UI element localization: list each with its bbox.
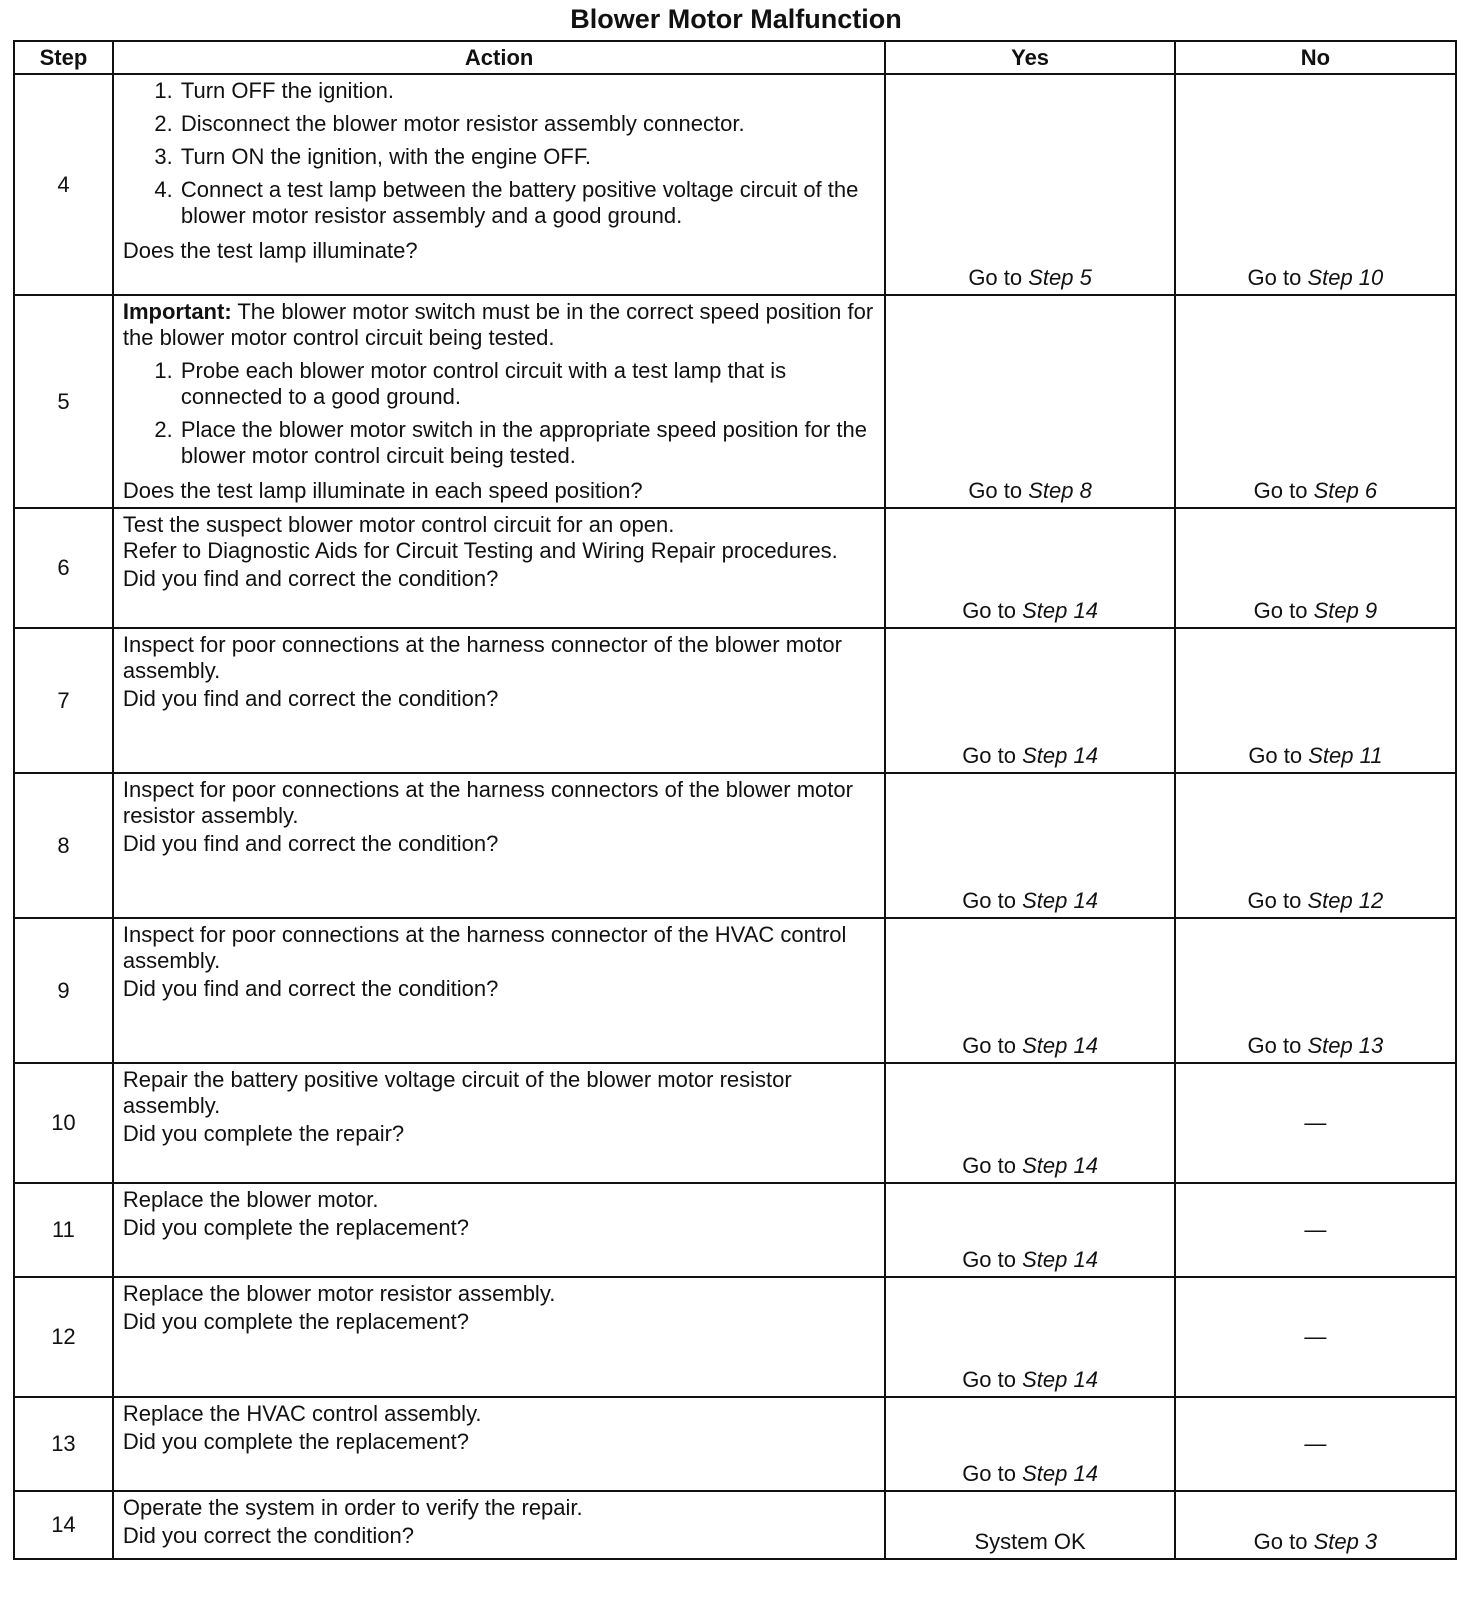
table-row	[14, 1277, 1456, 1397]
action-cell	[113, 74, 886, 295]
no-cell	[1175, 773, 1456, 918]
yes-cell	[885, 1063, 1174, 1183]
goto-text: Go to	[1253, 478, 1308, 503]
goto-step-link: Step 14	[1022, 888, 1098, 913]
header-yes: Yes	[885, 41, 1174, 74]
action-cell	[113, 773, 886, 918]
header-no: No	[1175, 41, 1456, 74]
goto-text: Go to	[962, 888, 1016, 913]
goto-text: Go to	[1253, 1529, 1308, 1554]
action-cell	[113, 1491, 886, 1559]
table-row	[14, 1397, 1456, 1491]
action-text: Inspect for poor connections at the harness connectors of the blower motor resistor assembly.	[122, 777, 853, 828]
goto-text: Go to	[962, 743, 1016, 768]
action-text: Inspect for poor connections at the harness connector of the HVAC control assembly.	[122, 922, 847, 973]
step-number: 7	[14, 628, 113, 773]
yes-cell	[885, 628, 1174, 773]
list-item: 1. Probe each blower motor control circuit with a test lamp that is connected to a good ground.	[179, 358, 877, 410]
action-text: Test the suspect blower motor control circuit for an open.	[122, 512, 675, 537]
goto-text: Go to	[1247, 265, 1302, 290]
action-text: Inspect for poor connections at the harness connector of the blower motor assembly.	[122, 632, 842, 683]
yes-cell	[885, 508, 1174, 628]
action-cell	[113, 1063, 886, 1183]
action-question: Did you complete the replacement?	[122, 1429, 469, 1454]
action-cell	[113, 508, 886, 628]
list-item: 1. Turn OFF the ignition.	[179, 78, 877, 104]
action-cell	[113, 628, 886, 773]
action-text: Replace the blower motor resistor assembly.	[122, 1281, 556, 1306]
no-cell	[1175, 1491, 1456, 1559]
table-row	[14, 628, 1456, 773]
goto-text: Go to	[962, 1367, 1016, 1392]
goto-step-link: Step 14	[1022, 1033, 1098, 1058]
table-row	[14, 508, 1456, 628]
table-row	[14, 1063, 1456, 1183]
yes-cell	[885, 773, 1174, 918]
list-item: 2. Disconnect the blower motor resistor assembly connector.	[179, 111, 877, 137]
goto-step-link: Step 3	[1313, 1529, 1378, 1554]
yes-cell	[885, 295, 1174, 508]
goto-step-link: Step 14	[1022, 743, 1098, 768]
table-row	[14, 74, 1456, 295]
table-row	[14, 1491, 1456, 1559]
table-row	[14, 1183, 1456, 1277]
list-item: 3. Turn ON the ignition, with the engine OFF.	[179, 144, 877, 170]
no-cell: —	[1175, 1277, 1456, 1397]
action-text: Replace the blower motor.	[122, 1187, 379, 1212]
step-number: 10	[14, 1063, 113, 1183]
action-text: Replace the HVAC control assembly.	[122, 1401, 482, 1426]
important-label: Important:	[122, 299, 232, 324]
action-question: Does the test lamp illuminate in each speed position?	[122, 478, 643, 503]
goto-step-link: Step 14	[1022, 1153, 1098, 1178]
action-cell	[113, 1183, 886, 1277]
action-question: Did you complete the replacement?	[122, 1215, 469, 1240]
step-number: 12	[14, 1277, 113, 1397]
action-text: Repair the battery positive voltage circuit of the blower motor resistor assembly.	[122, 1067, 792, 1118]
goto-text: Go to	[1253, 598, 1308, 623]
step-number: 11	[14, 1183, 113, 1277]
goto-text: Go to	[968, 478, 1023, 503]
yes-cell	[885, 1183, 1174, 1277]
goto-step-link: Step 10	[1307, 265, 1384, 290]
no-cell: —	[1175, 1063, 1456, 1183]
important-note	[123, 299, 877, 351]
yes-cell	[885, 74, 1174, 295]
important-text: The blower motor switch must be in the correct speed position for the blower motor control circuit being tested.	[122, 299, 874, 350]
yes-cell	[885, 1397, 1174, 1491]
step-number: 9	[14, 918, 113, 1063]
page-title: Blower Motor Malfunction	[570, 4, 902, 34]
goto-step-link: Step 14	[1022, 1367, 1098, 1392]
step-number: 8	[14, 773, 113, 918]
action-cell	[113, 918, 886, 1063]
goto-step-link: Step 14	[1022, 598, 1098, 623]
action-list	[123, 78, 877, 229]
action-question: Did you find and correct the condition?	[122, 831, 499, 856]
goto-step-link: Step 12	[1307, 888, 1384, 913]
goto-step-link: Step 6	[1313, 478, 1378, 503]
no-cell	[1175, 295, 1456, 508]
step-number: 6	[14, 508, 113, 628]
no-cell: —	[1175, 1183, 1456, 1277]
no-cell: —	[1175, 1397, 1456, 1491]
action-question: Did you find and correct the condition?	[122, 976, 499, 1001]
table-header-row	[14, 41, 1456, 74]
action-question: Did you find and correct the condition?	[122, 686, 499, 711]
goto-text: Go to	[962, 1247, 1016, 1272]
goto-step-link: Step 14	[1022, 1247, 1098, 1272]
action-question: Does the test lamp illuminate?	[122, 238, 418, 263]
list-item: 4. Connect a test lamp between the battery positive voltage circuit of the blower motor resistor assembly and a good ground.	[179, 177, 877, 229]
yes-cell	[885, 918, 1174, 1063]
no-cell	[1175, 918, 1456, 1063]
diagnostic-table	[13, 40, 1457, 1560]
goto-text: Go to	[1247, 1033, 1302, 1058]
table-row	[14, 295, 1456, 508]
goto-step-link: Step 5	[1028, 265, 1092, 290]
goto-step-link: Step 13	[1307, 1033, 1384, 1058]
yes-cell: System OK	[885, 1491, 1174, 1559]
action-list	[123, 358, 877, 469]
no-cell	[1175, 628, 1456, 773]
header-step: Step	[14, 41, 113, 74]
action-cell	[113, 1397, 886, 1491]
goto-text: Go to	[962, 1153, 1016, 1178]
goto-step-link: Step 9	[1313, 598, 1378, 623]
goto-step-link: Step 11	[1308, 743, 1383, 768]
goto-text: Go to	[1247, 888, 1302, 913]
step-number: 5	[14, 295, 113, 508]
action-question: Did you find and correct the condition?	[122, 566, 499, 591]
action-question: Did you complete the replacement?	[122, 1309, 469, 1334]
header-action: Action	[113, 41, 886, 74]
action-text: Operate the system in order to verify the repair.	[122, 1495, 583, 1520]
step-number: 13	[14, 1397, 113, 1491]
action-question: Did you complete the repair?	[122, 1121, 405, 1146]
no-cell	[1175, 74, 1456, 295]
yes-cell	[885, 1277, 1174, 1397]
list-item: 2. Place the blower motor switch in the appropriate speed position for the blower motor control circuit being tested.	[179, 417, 877, 469]
step-number: 14	[14, 1491, 113, 1559]
goto-text: Go to	[962, 598, 1016, 623]
action-text: Refer to Diagnostic Aids for Circuit Testing and Wiring Repair procedures.	[122, 538, 838, 563]
goto-text: Go to	[962, 1461, 1016, 1486]
goto-step-link: Step 8	[1028, 478, 1092, 503]
action-question: Did you correct the condition?	[122, 1523, 414, 1548]
step-number: 4	[14, 74, 113, 295]
goto-step-link: Step 14	[1022, 1461, 1098, 1486]
action-cell	[113, 295, 886, 508]
goto-text: Go to	[962, 1033, 1016, 1058]
goto-text: Go to	[1248, 743, 1303, 768]
action-cell	[113, 1277, 886, 1397]
goto-text: Go to	[968, 265, 1023, 290]
table-row	[14, 773, 1456, 918]
no-cell	[1175, 508, 1456, 628]
table-row	[14, 918, 1456, 1063]
